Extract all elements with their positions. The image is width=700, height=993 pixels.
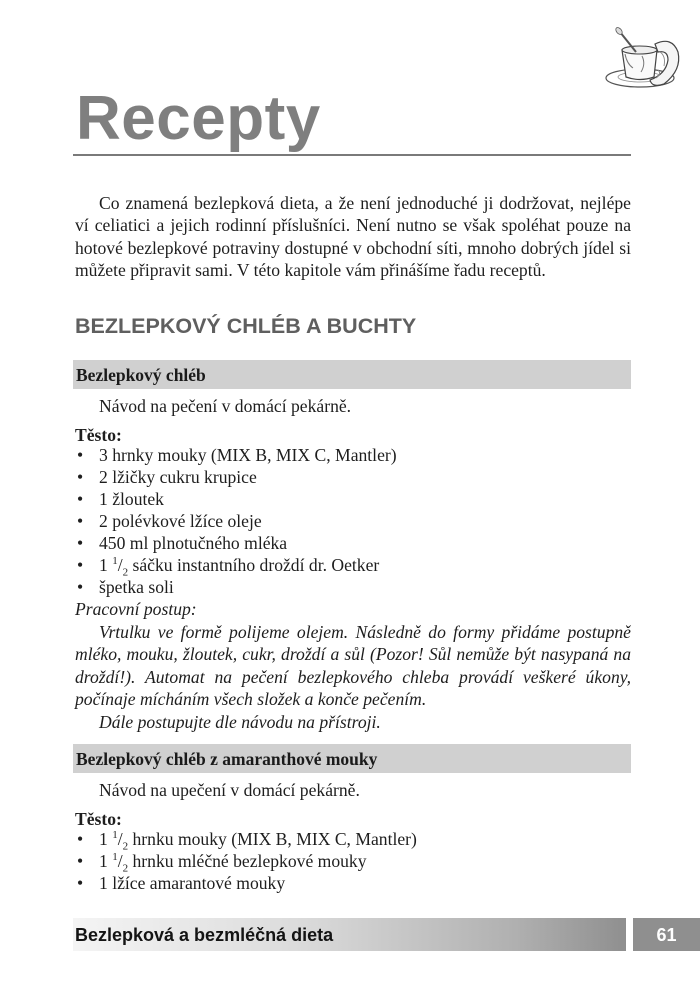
recipe-note: Návod na pečení v domácí pekárně. (99, 396, 352, 416)
page-number: 61 (656, 925, 677, 945)
intro-paragraph: Co znamená bezlepková dieta, a že není jednoduché ji dodržovat, nejlépe ví celiatici a jejich rodinní příslušníci. Není nutno se však spoléhat pouze na hotové bezlepkové potraviny dostupné v obchodní síti, mnoho dobrých jídel si můžete připravit sami. V této kapitole vám přinášíme řadu receptů. (75, 193, 631, 281)
fraction-numerator: 1 (112, 829, 118, 842)
fraction-whole: 1 (99, 851, 108, 871)
ingredient-list (75, 828, 417, 894)
list-item (75, 510, 397, 532)
footer-book-title: Bezlepková a bezmléčná dieta (75, 925, 334, 945)
recipe-title-bar (73, 744, 631, 773)
recipe-note: Návod na upečení v domácí pekárně. (99, 780, 360, 800)
ingredient-text: 3 hrnky mouky (MIX B, MIX C, Mantler) (99, 445, 397, 465)
bullet: • (77, 489, 84, 509)
bullet: • (77, 873, 84, 893)
ingredient-text: 450 ml plnotučného mléka (99, 533, 288, 553)
bullet: • (77, 445, 84, 465)
recipe-title-bar (73, 360, 631, 389)
list-item: • 1 $^1/_2$ hrnku mléčné bezlepkové mouky (77, 851, 367, 875)
fraction-whole: 1 (99, 829, 108, 849)
page-number-box (633, 918, 700, 951)
fraction-denominator: 2 (122, 566, 129, 579)
teacup-and-croissant-icon (600, 22, 686, 92)
ingredient-text: 2 polévkové lžíce oleje (99, 511, 262, 531)
fraction-denominator: 2 (122, 840, 129, 853)
recipe-title: Bezlepkový chléb (76, 365, 206, 385)
recipe-title: Bezlepkový chléb z amaranthové mouky (76, 749, 378, 769)
ingredient-list (75, 444, 397, 598)
procedure-end: Dále postupujte dle návodu na přístroji. (99, 712, 381, 732)
procedure-label: Pracovní postup: (75, 599, 197, 619)
bullet: • (77, 829, 84, 849)
list-item (75, 488, 397, 510)
ingredient-text: hrnku mouky (MIX B, MIX C, Mantler) (132, 829, 417, 849)
bullet: • (77, 577, 84, 597)
list-item (75, 576, 397, 598)
list-item (75, 872, 417, 894)
list-item: • 1 $^1/_2$ hrnku mouky (MIX B, MIX C, Mantler) (77, 829, 417, 853)
bullet: • (77, 533, 84, 553)
fraction-numerator: 1 (112, 851, 118, 864)
list-item (75, 466, 397, 488)
ingredient-text: hrnku mléčné bezlepkové mouky (132, 851, 367, 871)
bullet: • (77, 511, 84, 531)
ingredient-text: 1 žloutek (99, 489, 164, 509)
ingredient-text: 1 lžíce amarantové mouky (99, 873, 286, 893)
list-item (75, 532, 397, 554)
list-item: • 1 $^1/_2$ sáčku instantního droždí dr. Oetker (77, 555, 380, 579)
fraction-denominator: 2 (122, 862, 129, 875)
page-title: Recepty (76, 84, 321, 153)
fraction-whole: 1 (99, 555, 108, 575)
section-heading: BEZLEPKOVÝ CHLÉB A BUCHTY (75, 314, 417, 338)
fraction-numerator: 1 (112, 555, 118, 568)
title-divider (73, 154, 631, 156)
dough-label: Těsto: (75, 809, 122, 829)
ingredient-text: sáčku instantního droždí dr. Oetker (132, 555, 380, 575)
bullet: • (77, 467, 84, 487)
bullet: • (77, 851, 84, 871)
ingredient-text: 2 lžičky cukru krupice (99, 467, 257, 487)
procedure-text: Vrtulku ve formě polijeme olejem. Následně do formy přidáme postupně mléko, mouku, žloutek, cukr, droždí a sůl (Pozor! Sůl nemůže být nasypaná na droždí!). Automat na pečení bezlepkového chleba provádí veškeré úkony, počínaje mícháním všech složek a konče pečením. (75, 622, 631, 710)
ingredient-text: špetka soli (99, 577, 174, 597)
list-item (75, 444, 397, 466)
bullet: • (77, 555, 84, 575)
dough-label: Těsto: (75, 425, 122, 445)
